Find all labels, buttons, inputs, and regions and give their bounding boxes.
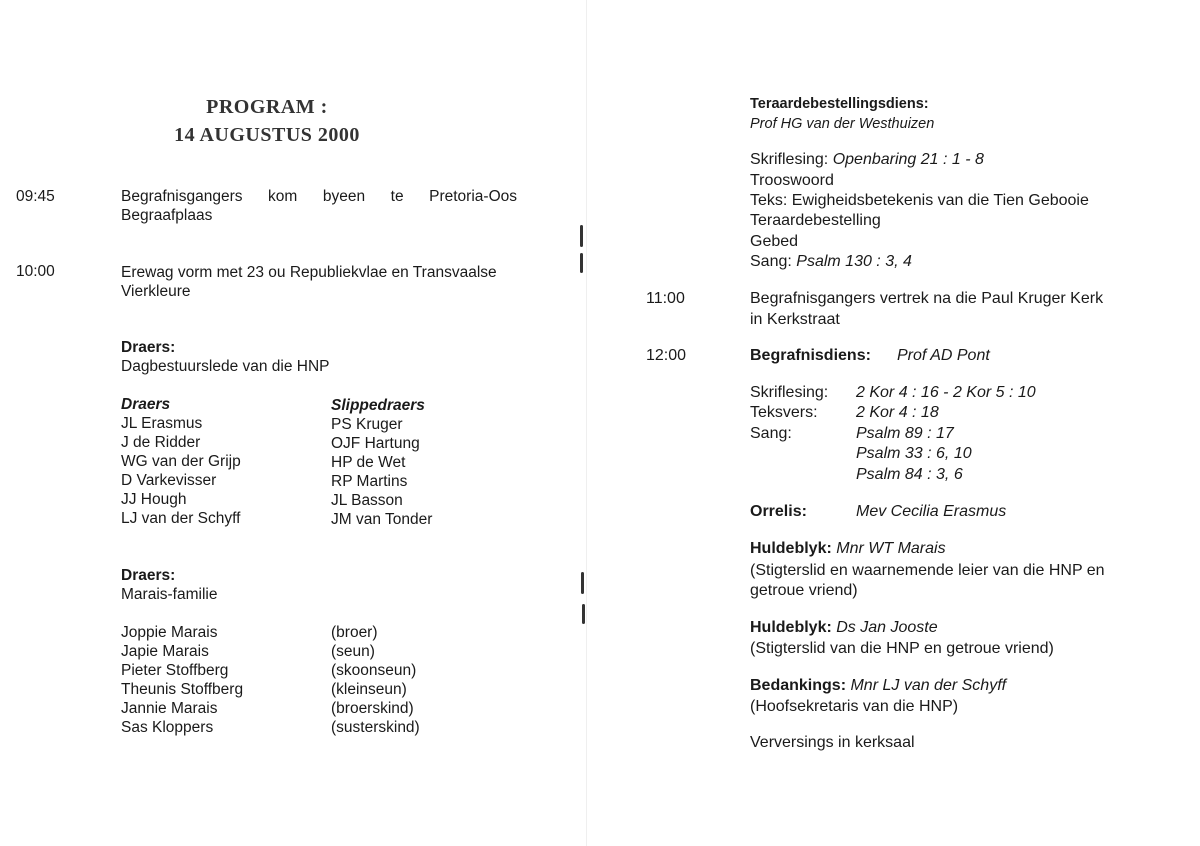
skriflesing-1-value: Openbaring 21 : 1 - 8: [832, 151, 984, 168]
teraarde-officiant: Prof HG van der Westhuizen: [750, 116, 935, 132]
draers-heading: Draers:: [121, 339, 176, 356]
bedankings: [750, 676, 1006, 695]
draers-text: Dagbestuurslede van die HNP: [121, 358, 330, 375]
event-0945-line1: Begrafnisgangers kom byeen te Pretoria-Oos: [121, 188, 517, 205]
huldeblyk-2: [750, 618, 938, 637]
bedankings-name: Mnr LJ van der Schyff: [850, 677, 1007, 694]
family-name: Jannie Marais: [121, 700, 218, 717]
teksvers-label: Teksvers:: [750, 404, 818, 421]
slippedraer-name: HP de Wet: [331, 454, 406, 471]
begrafnisdiens-officiant: Prof AD Pont: [897, 347, 990, 364]
draer-name: JJ Hough: [121, 491, 187, 508]
fold-mark: [580, 253, 583, 273]
event-1000-line2: Vierkleure: [121, 283, 191, 300]
sang-2-label: Sang:: [750, 425, 792, 442]
skriflesing-1-label: Skriflesing:: [750, 151, 833, 168]
huldeblyk-1-name: Mnr WT Marais: [836, 540, 946, 557]
slippedraer-name: JL Basson: [331, 492, 403, 509]
gebed: Gebed: [750, 233, 799, 250]
teraardebestelling: Teraardebestelling: [750, 212, 881, 229]
fold-mark: [580, 225, 583, 247]
event-1100-line1: Begrafnisgangers vertrek na die Paul Kruger Kerk: [750, 290, 1104, 307]
huldeblyk-2-desc: (Stigterslid van die HNP en getroue vriend): [750, 640, 1054, 657]
family-relation: (susterskind): [331, 719, 420, 736]
teksvers-value: 2 Kor 4 : 18: [856, 404, 939, 421]
huldeblyk-1-desc-line1: (Stigterslid en waarnemende leier van die HNP en: [750, 562, 1105, 579]
slippedraer-name: PS Kruger: [331, 416, 403, 433]
draers-column-heading: Draers: [121, 396, 171, 413]
trooswoord: Trooswoord: [750, 172, 834, 189]
begrafnisdiens-label: Begrafnisdiens:: [750, 347, 871, 364]
draer-name: JL Erasmus: [121, 415, 203, 432]
sang-2-value: Psalm 84 : 3, 6: [856, 466, 963, 483]
family-name: Theunis Stoffberg: [121, 681, 244, 698]
time-1000: 10:00: [16, 263, 55, 280]
sang-1-label: Sang:: [750, 253, 797, 270]
slippedraers-column-heading: Slippedraers: [331, 397, 425, 414]
huldeblyk-1: [750, 539, 946, 558]
family-relation: (broer): [331, 624, 378, 641]
huldeblyk-1-desc-line2: getroue vriend): [750, 582, 858, 599]
sang-2-value: Psalm 33 : 6, 10: [856, 445, 972, 462]
draer-name: LJ van der Schyff: [121, 510, 241, 527]
huldeblyk-2-label: Huldeblyk:: [750, 619, 832, 636]
family-relation: (seun): [331, 643, 375, 660]
event-0945-line2: Begraafplaas: [121, 207, 213, 224]
skriflesing-2-label: Skriflesing:: [750, 384, 829, 401]
slippedraer-name: OJF Hartung: [331, 435, 420, 452]
draer-name: WG van der Grijp: [121, 453, 241, 470]
program-title: PROGRAM :: [206, 96, 328, 118]
family-name: Joppie Marais: [121, 624, 218, 641]
page-fold: [586, 0, 587, 846]
event-1100-line2: in Kerkstraat: [750, 311, 840, 328]
teks-line: Teks: Ewigheidsbetekenis van die Tien Gebooie: [750, 192, 1089, 209]
skriflesing-1: [750, 150, 984, 169]
family-name: Pieter Stoffberg: [121, 662, 229, 679]
draers-family-heading: Draers:: [121, 567, 176, 584]
skriflesing-2-value: 2 Kor 4 : 16 - 2 Kor 5 : 10: [856, 384, 1036, 401]
sang-1: [750, 252, 912, 271]
slippedraer-name: JM van Tonder: [331, 511, 433, 528]
family-relation: (kleinseun): [331, 681, 407, 698]
program-date: 14 AUGUSTUS 2000: [174, 124, 360, 146]
orrelis-value: Mev Cecilia Erasmus: [856, 503, 1007, 520]
huldeblyk-2-name: Ds Jan Jooste: [836, 619, 938, 636]
huldeblyk-1-label: Huldeblyk:: [750, 540, 832, 557]
fold-mark: [581, 572, 584, 594]
draer-name: J de Ridder: [121, 434, 201, 451]
orrelis-label: Orrelis:: [750, 503, 807, 520]
family-relation: (skoonseun): [331, 662, 417, 679]
sang-2-value: Psalm 89 : 17: [856, 425, 954, 442]
event-1000-line1: Erewag vorm met 23 ou Republiekvlae en Transvaalse: [121, 264, 497, 281]
draer-name: D Varkevisser: [121, 472, 217, 489]
family-name: Sas Kloppers: [121, 719, 214, 736]
slippedraer-name: RP Martins: [331, 473, 408, 490]
draers-family-text: Marais-familie: [121, 586, 218, 603]
teraarde-heading: Teraardebestellingsdiens:: [750, 96, 929, 112]
family-relation: (broerskind): [331, 700, 414, 717]
fold-mark: [582, 604, 585, 624]
sang-1-value: Psalm 130 : 3, 4: [796, 253, 912, 270]
verversings: Verversings in kerksaal: [750, 734, 915, 751]
time-1200: 12:00: [646, 347, 687, 364]
time-1100: 11:00: [646, 290, 685, 307]
family-name: Japie Marais: [121, 643, 209, 660]
bedankings-desc: (Hoofsekretaris van die HNP): [750, 698, 959, 715]
time-0945: 09:45: [16, 188, 55, 205]
bedankings-label: Bedankings:: [750, 677, 847, 694]
